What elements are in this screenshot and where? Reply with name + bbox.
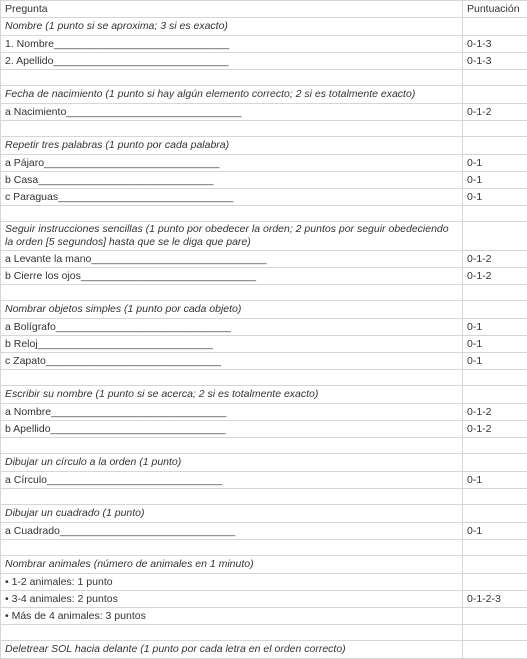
item-row	[1, 53, 527, 70]
item-row	[1, 591, 527, 608]
item-label: a Círculo______________________________	[1, 472, 463, 489]
item-score: 0-1-2	[463, 404, 527, 421]
item-row	[1, 421, 527, 438]
header-score: Puntuación	[463, 1, 527, 18]
item-label: a Nacimiento______________________________	[1, 104, 463, 121]
item-score: 0-1	[463, 189, 527, 206]
item-score: 0-1	[463, 336, 527, 353]
item-row	[1, 523, 527, 540]
item-label: 2. Apellido______________________________	[1, 53, 463, 70]
section-title: Dibujar un cuadrado (1 punto)	[1, 505, 463, 523]
item-row	[1, 574, 527, 591]
item-row	[1, 319, 527, 336]
section-title-row	[1, 18, 527, 36]
section-title: Seguir instrucciones sencillas (1 punto por obedecer la orden; 2 puntos por seguir obedeciendo la orden [5 segundos] hasta que se le diga que pare)	[1, 222, 463, 251]
item-score: 0-1	[463, 353, 527, 370]
item-label: c Paraguas______________________________	[1, 189, 463, 206]
item-label: a Nombre______________________________	[1, 404, 463, 421]
section-title: Deletrear SOL hacia delante (1 punto por cada letra en el orden correcto)	[1, 641, 463, 659]
item-score: 0-1-3	[463, 36, 527, 53]
item-row	[1, 472, 527, 489]
item-score: 0-1-2-3	[463, 591, 527, 608]
item-score: 0-1	[463, 472, 527, 489]
item-label: 1. Nombre______________________________	[1, 36, 463, 53]
item-score	[463, 574, 527, 591]
spacer-row	[1, 438, 527, 454]
item-label: a Bolígrafo______________________________	[1, 319, 463, 336]
item-row	[1, 404, 527, 421]
item-score: 0-1-3	[463, 53, 527, 70]
item-row	[1, 251, 527, 268]
spacer-row	[1, 121, 527, 137]
item-score: 0-1-2	[463, 421, 527, 438]
item-label: b Reloj______________________________	[1, 336, 463, 353]
item-label: a Levante la mano______________________________	[1, 251, 463, 268]
item-row	[1, 189, 527, 206]
spacer-row	[1, 70, 527, 86]
section-title: Dibujar un círculo a la orden (1 punto)	[1, 454, 463, 472]
item-score: 0-1	[463, 523, 527, 540]
item-score: 0-1-2	[463, 104, 527, 121]
item-row	[1, 353, 527, 370]
section-title-row	[1, 386, 527, 404]
section-title-row	[1, 222, 527, 251]
item-score: 0-1	[463, 172, 527, 189]
item-label: a Pájaro______________________________	[1, 155, 463, 172]
section-title-row	[1, 86, 527, 104]
section-title-row	[1, 454, 527, 472]
item-score: 0-1-2	[463, 251, 527, 268]
item-label: b Apellido______________________________	[1, 421, 463, 438]
header-question: Pregunta	[1, 1, 463, 18]
item-row	[1, 336, 527, 353]
section-title-row	[1, 505, 527, 523]
item-row	[1, 104, 527, 121]
item-score	[463, 608, 527, 625]
section-title: Nombrar objetos simples (1 punto por cada objeto)	[1, 301, 463, 319]
item-row	[1, 172, 527, 189]
section-title-row	[1, 641, 527, 659]
section-title: Nombre (1 punto si se aproxima; 3 si es exacto)	[1, 18, 463, 36]
item-score: 0-1-2	[463, 268, 527, 285]
item-row	[1, 155, 527, 172]
header-row	[1, 1, 527, 18]
section-title: Repetir tres palabras (1 punto por cada palabra)	[1, 137, 463, 155]
section-title-row	[1, 556, 527, 574]
item-row	[1, 36, 527, 53]
section-title-row	[1, 137, 527, 155]
section-title: Escribir su nombre (1 punto si se acerca; 2 si es totalmente exacto)	[1, 386, 463, 404]
section-title: Fecha de nacimiento (1 punto si hay algún elemento correcto; 2 si es totalmente exacto)	[1, 86, 463, 104]
spacer-row	[1, 206, 527, 222]
section-title-row	[1, 301, 527, 319]
item-label: b Cierre los ojos______________________________	[1, 268, 463, 285]
item-label: a Cuadrado______________________________	[1, 523, 463, 540]
item-row	[1, 268, 527, 285]
item-row	[1, 608, 527, 625]
item-score: 0-1	[463, 319, 527, 336]
spacer-row	[1, 370, 527, 386]
item-label: • 1-2 animales: 1 punto	[1, 574, 463, 591]
item-label: c Zapato______________________________	[1, 353, 463, 370]
spacer-row	[1, 625, 527, 641]
spacer-row	[1, 540, 527, 556]
item-label: • Más de 4 animales: 3 puntos	[1, 608, 463, 625]
item-label: b Casa______________________________	[1, 172, 463, 189]
item-score: 0-1	[463, 155, 527, 172]
item-label: • 3-4 animales: 2 puntos	[1, 591, 463, 608]
section-title: Nombrar animales (número de animales en 1 minuto)	[1, 556, 463, 574]
spacer-row	[1, 285, 527, 301]
spacer-row	[1, 489, 527, 505]
